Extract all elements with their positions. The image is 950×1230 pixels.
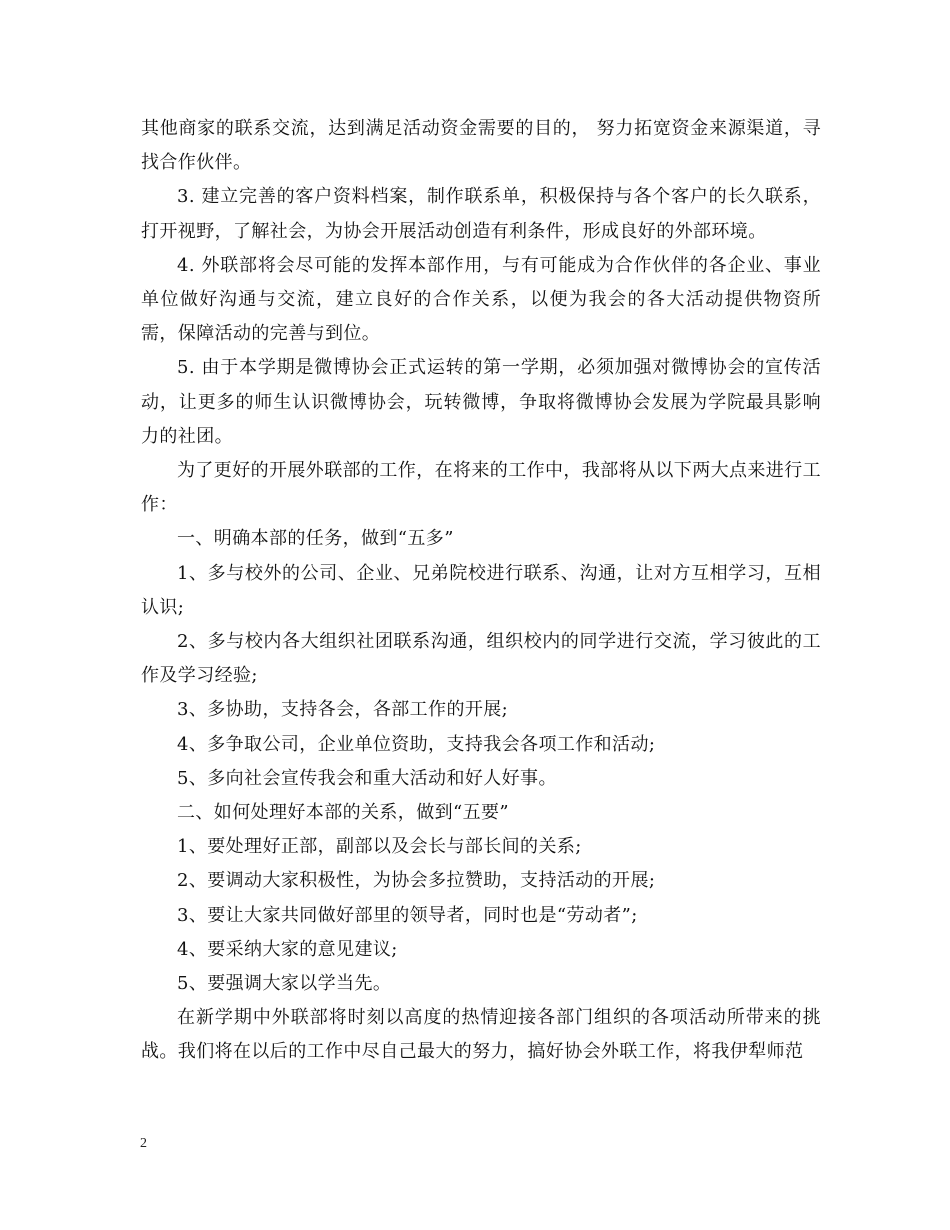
paragraph-3: 4. 外联部将会尽可能的发挥本部作用，与有可能成为合作伙伴的各企业、事业单位做好沟通与交流，建立良好的合作关系，以便为我会的各大活动提供物资所需，保障活动的完善与到位。 xyxy=(141,254,821,345)
paragraph-5: 为了更好的开展外联部的工作，在将来的工作中，我部将从以下两大点来进行工作： xyxy=(141,460,821,516)
paragraph-2: 3. 建立完善的客户资料档案，制作联系单，积极保持与各个客户的长久联系，打开视野，了解社会，为协会开展活动创造有利条件，形成良好的外部环境。 xyxy=(141,186,821,242)
list-item: 5、多向社会宣传我会和重大活动和好人好事。 xyxy=(177,767,557,789)
list-item: 2、多与校内各大组织社团联系沟通，组织校内的同学进行交流，学习彼此的工作及学习经验; xyxy=(141,631,821,687)
section-heading-five-more: 一、明确本部的任务，做到“五多” xyxy=(177,528,454,550)
list-item: 2、要调动大家积极性，为协会多拉赞助，支持活动的开展; xyxy=(177,870,656,892)
paragraph-1: 其他商家的联系交流，达到满足活动资金需要的目的， 努力拓宽资金来源渠道，寻找合作伙伴。 xyxy=(141,118,821,174)
list-item: 5、要强调大家以学当先。 xyxy=(177,973,392,995)
section-heading-five-musts: 二、如何处理好本部的关系，做到“五要” xyxy=(177,802,510,824)
page-number: 2 xyxy=(140,1136,147,1151)
document-body xyxy=(141,112,821,1070)
list-item: 3、多协助，支持各会，各部工作的开展; xyxy=(177,699,509,721)
closing-paragraph: 在新学期中外联部将时刻以高度的热情迎接各部门组织的各项活动所带来的挑战。我们将在以后的工作中尽自己最大的努力，搞好协会外联工作，将我伊犁师范 xyxy=(141,1007,821,1063)
list-item: 1、要处理好正部，副部以及会长与部长间的关系; xyxy=(177,836,582,858)
list-item: 4、多争取公司，企业单位资助，支持我会各项工作和活动; xyxy=(177,733,656,755)
list-item: 4、要采纳大家的意见建议; xyxy=(177,938,398,960)
paragraph-4: 5. 由于本学期是微博协会正式运转的第一学期，必须加强对微博协会的宣传活动，让更多的师生认识微博协会，玩转微博，争取将微博协会发展为学院最具影响力的社团。 xyxy=(141,357,821,447)
list-item: 3、要让大家共同做好部里的领导者，同时也是“劳动者”; xyxy=(177,904,638,926)
list-item: 1、多与校外的公司、企业、兄弟院校进行联系、沟通，让对方互相学习，互相认识; xyxy=(141,562,821,618)
